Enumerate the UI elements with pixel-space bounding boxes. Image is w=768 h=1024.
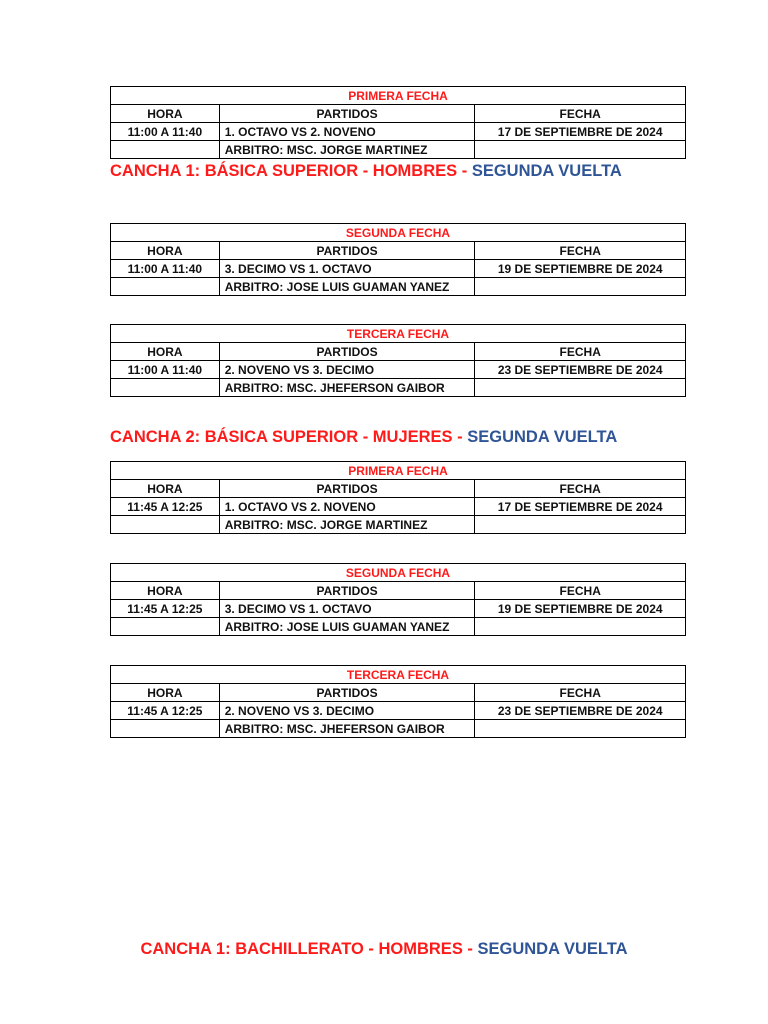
fecha-cell: 19 DE SEPTIEMBRE DE 2024 bbox=[475, 600, 686, 618]
column-header-partidos: PARTIDOS bbox=[219, 480, 475, 498]
arbitro-cell: ARBITRO: MSC. JORGE MARTINEZ bbox=[219, 516, 475, 534]
table-title: PRIMERA FECHA bbox=[111, 462, 686, 480]
heading-suffix: SEGUNDA VUELTA bbox=[477, 940, 628, 958]
column-header-fecha: FECHA bbox=[475, 684, 686, 702]
column-header-hora: HORA bbox=[111, 242, 220, 260]
hora-cell: 11:00 A 11:40 bbox=[111, 260, 220, 278]
schedule-table-cancha1-basica-hombres-segunda bbox=[110, 223, 686, 296]
schedule-table-cancha2-basica-mujeres-segunda bbox=[110, 563, 686, 636]
hora-cell: 11:00 A 11:40 bbox=[111, 123, 220, 141]
fecha-cell: 17 DE SEPTIEMBRE DE 2024 bbox=[475, 123, 686, 141]
arbitro-cell: ARBITRO: MSC. JORGE MARTINEZ bbox=[219, 141, 475, 159]
section-heading-cancha1-basica-hombres bbox=[110, 162, 622, 181]
partido-cell: 3. DECIMO VS 1. OCTAVO bbox=[219, 260, 475, 278]
partido-cell: 1. OCTAVO VS 2. NOVENO bbox=[219, 123, 475, 141]
section-heading-cancha1-bachillerato-hombres bbox=[0, 940, 768, 959]
section-heading-cancha2-basica-mujeres bbox=[110, 428, 617, 447]
arbitro-cell: ARBITRO: MSC. JHEFERSON GAIBOR bbox=[219, 379, 475, 397]
empty-cell bbox=[475, 516, 686, 534]
column-header-fecha: FECHA bbox=[475, 582, 686, 600]
column-header-partidos: PARTIDOS bbox=[219, 343, 475, 361]
arbitro-cell: ARBITRO: JOSE LUIS GUAMAN YANEZ bbox=[219, 278, 475, 296]
empty-cell bbox=[475, 379, 686, 397]
empty-cell bbox=[111, 278, 220, 296]
hora-cell: 11:45 A 12:25 bbox=[111, 498, 220, 516]
column-header-partidos: PARTIDOS bbox=[219, 582, 475, 600]
heading-suffix: SEGUNDA VUELTA bbox=[467, 428, 618, 446]
empty-cell bbox=[475, 720, 686, 738]
table-title: SEGUNDA FECHA bbox=[111, 564, 686, 582]
fecha-cell: 19 DE SEPTIEMBRE DE 2024 bbox=[475, 260, 686, 278]
partido-cell: 3. DECIMO VS 1. OCTAVO bbox=[219, 600, 475, 618]
column-header-fecha: FECHA bbox=[475, 480, 686, 498]
column-header-fecha: FECHA bbox=[475, 242, 686, 260]
table-title: TERCERA FECHA bbox=[111, 666, 686, 684]
heading-main: CANCHA 2: BÁSICA SUPERIOR - MUJERES - bbox=[110, 428, 463, 446]
hora-cell: 11:45 A 12:25 bbox=[111, 600, 220, 618]
table-title: SEGUNDA FECHA bbox=[111, 224, 686, 242]
column-header-hora: HORA bbox=[111, 684, 220, 702]
heading-main: CANCHA 1: BACHILLERATO - HOMBRES - bbox=[140, 940, 473, 958]
schedule-table-cancha1-basica-hombres-primera bbox=[110, 86, 686, 159]
schedule-table-cancha1-basica-hombres-tercera bbox=[110, 324, 686, 397]
schedule-table-cancha2-basica-mujeres-tercera bbox=[110, 665, 686, 738]
arbitro-cell: ARBITRO: JOSE LUIS GUAMAN YANEZ bbox=[219, 618, 475, 636]
fecha-cell: 23 DE SEPTIEMBRE DE 2024 bbox=[475, 702, 686, 720]
empty-cell bbox=[475, 618, 686, 636]
column-header-hora: HORA bbox=[111, 105, 220, 123]
column-header-hora: HORA bbox=[111, 343, 220, 361]
partido-cell: 2. NOVENO VS 3. DECIMO bbox=[219, 702, 475, 720]
schedule-table-cancha2-basica-mujeres-primera bbox=[110, 461, 686, 534]
heading-main: CANCHA 1: BÁSICA SUPERIOR - HOMBRES - bbox=[110, 162, 468, 180]
column-header-fecha: FECHA bbox=[475, 343, 686, 361]
hora-cell: 11:45 A 12:25 bbox=[111, 702, 220, 720]
partido-cell: 1. OCTAVO VS 2. NOVENO bbox=[219, 498, 475, 516]
empty-cell bbox=[111, 516, 220, 534]
hora-cell: 11:00 A 11:40 bbox=[111, 361, 220, 379]
empty-cell bbox=[111, 379, 220, 397]
fecha-cell: 23 DE SEPTIEMBRE DE 2024 bbox=[475, 361, 686, 379]
column-header-partidos: PARTIDOS bbox=[219, 242, 475, 260]
column-header-hora: HORA bbox=[111, 582, 220, 600]
column-header-partidos: PARTIDOS bbox=[219, 684, 475, 702]
heading-suffix: SEGUNDA VUELTA bbox=[471, 162, 622, 180]
empty-cell bbox=[475, 141, 686, 159]
empty-cell bbox=[111, 618, 220, 636]
table-title: PRIMERA FECHA bbox=[111, 87, 686, 105]
partido-cell: 2. NOVENO VS 3. DECIMO bbox=[219, 361, 475, 379]
table-title: TERCERA FECHA bbox=[111, 325, 686, 343]
arbitro-cell: ARBITRO: MSC. JHEFERSON GAIBOR bbox=[219, 720, 475, 738]
empty-cell bbox=[111, 141, 220, 159]
column-header-fecha: FECHA bbox=[475, 105, 686, 123]
empty-cell bbox=[475, 278, 686, 296]
fecha-cell: 17 DE SEPTIEMBRE DE 2024 bbox=[475, 498, 686, 516]
empty-cell bbox=[111, 720, 220, 738]
column-header-partidos: PARTIDOS bbox=[219, 105, 475, 123]
column-header-hora: HORA bbox=[111, 480, 220, 498]
